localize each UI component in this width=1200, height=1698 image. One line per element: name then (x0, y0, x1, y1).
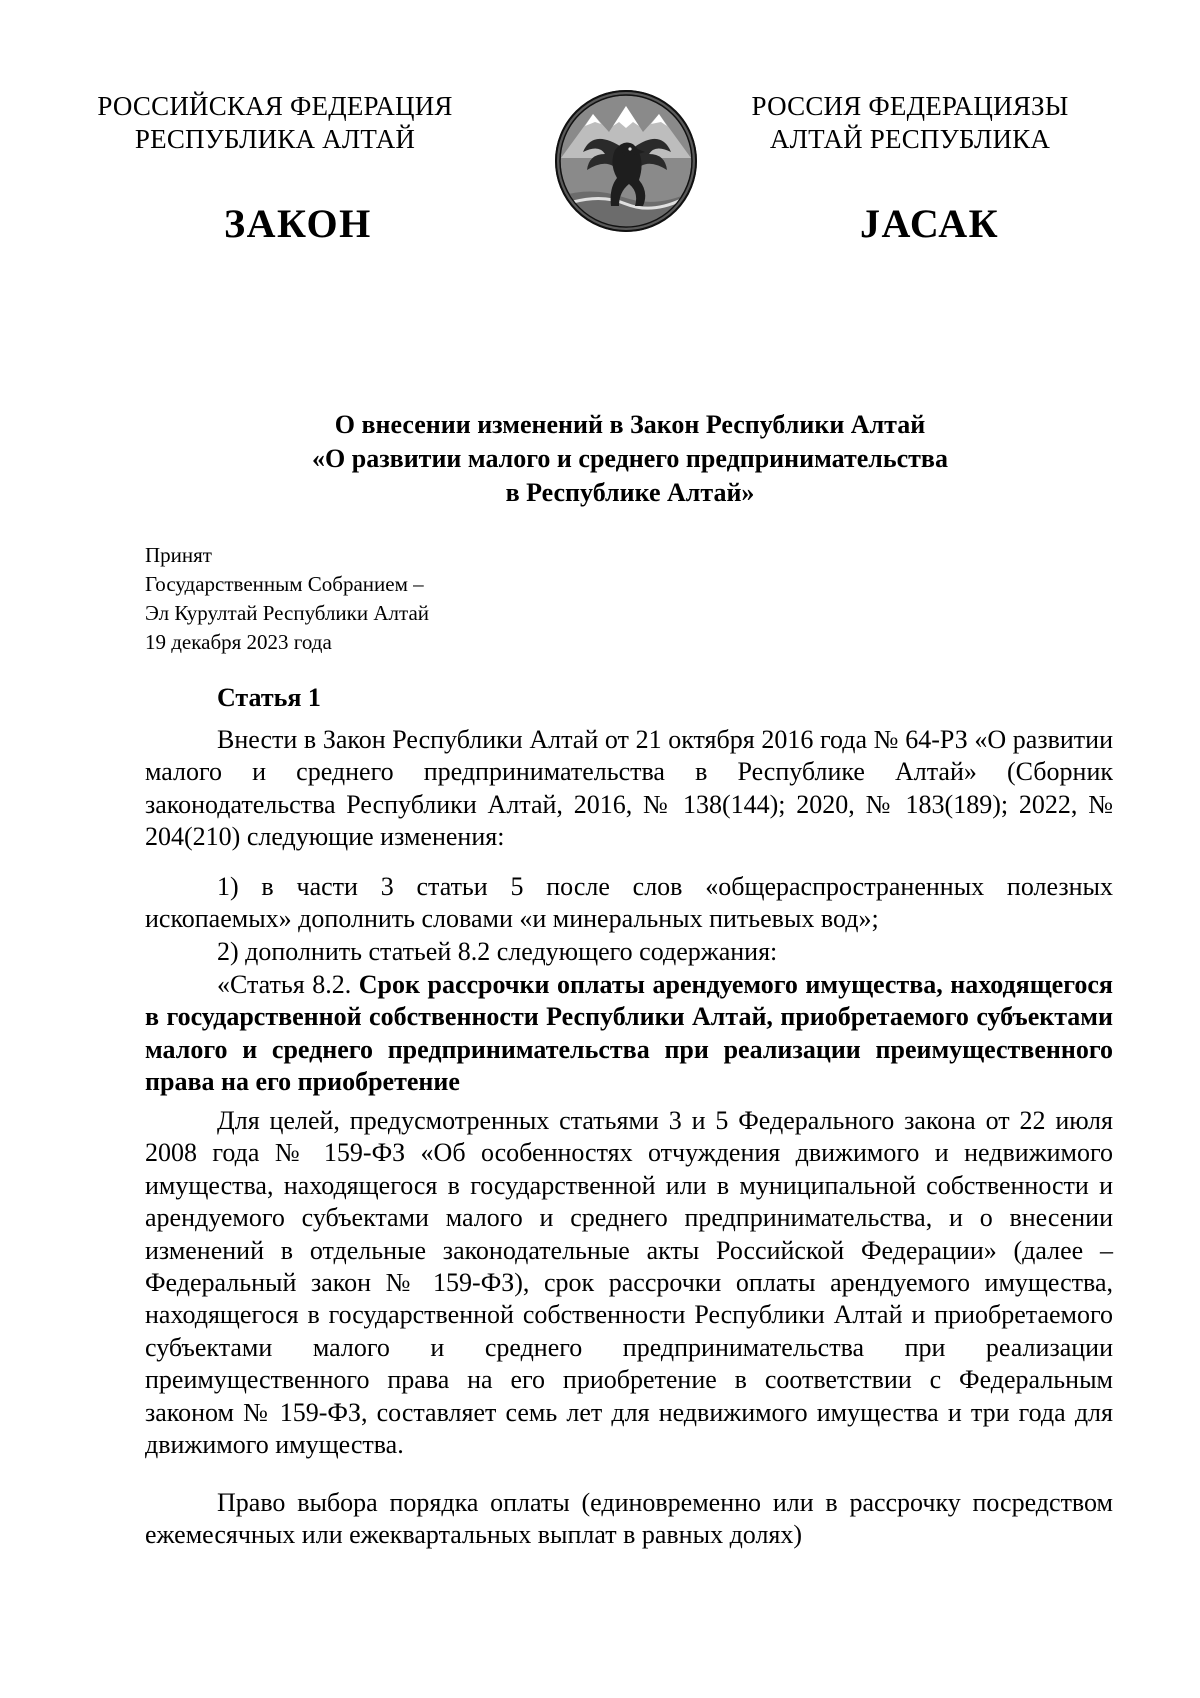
title-line-1: О внесении изменений в Закон Республики Алтай (334, 410, 926, 439)
amendment-item-2-text: 2) дополнить статьей 8.2 следующего содержания: (217, 937, 778, 966)
new-article-paragraph-2-text: Право выбора порядка оплаты (единовременно или в рассрочку посредством ежемесячных или ежеквартальных выплат в равных долях) (145, 1488, 1113, 1550)
header-right-line-2: АЛТАЙ РЕСПУБЛИКА (769, 124, 1051, 154)
coat-of-arms-icon (553, 88, 699, 234)
adopted-date: 19 декабря 2023 года (145, 630, 332, 654)
adopted-line-2: Государственным Собранием – (145, 572, 424, 596)
law-title-altai: JАСАК (860, 201, 1000, 246)
document-title (140, 408, 1120, 510)
header-right-altai (700, 90, 1120, 156)
header-left-russian (65, 90, 485, 156)
new-article-paragraph-1-text: Для целей, предусмотренных статьями 3 и 5 Федерального закона от 22 июля 2008 года № 159-ФЗ «Об особенностях отчуждения движимого и недвижимого имущества, находящегося в государственной или в муниципальной собственности и арендуемого субъектами малого и среднего предпринимательства, и о внесении изменений в отдельные законодательные акты Российской Федерации» (далее – Федеральный закон № 159-ФЗ), срок рассрочки оплаты арендуемого имущества, находящегося в государственной собственности Республики Алтай и приобретаемого субъектами малого и среднего предпринимательства при реализации преимущественного права на его приобретение в соответствии с Федеральным законом № 159-ФЗ, составляет семь лет для недвижимого имущества и три года для движимого имущества. (145, 1106, 1113, 1460)
law-title-russian: ЗАКОН (224, 201, 372, 246)
title-line-2: «О развитии малого и среднего предпринимательства (312, 444, 948, 473)
new-article-prefix: «Статья 8.2. (217, 970, 359, 999)
new-article-paragraph-1 (145, 1105, 1113, 1461)
new-article-title: Срок рассрочки оплаты арендуемого имущества, находящегося в государственной собственности Республики Алтай, приобретаемого субъектами малого и среднего предпринимательства при реализации преимущественного права на его приобретение (145, 970, 1113, 1097)
header-right-line-1: РОССИЯ ФЕДЕРАЦИЯЗЫ (751, 91, 1069, 121)
new-article-paragraph-2 (145, 1487, 1113, 1552)
adoption-block (145, 541, 429, 657)
amendment-item-2 (145, 936, 1113, 968)
adopted-line-3: Эл Курултай Республики Алтай (145, 601, 430, 625)
header-left-line-2: РЕСПУБЛИКА АЛТАЙ (134, 124, 416, 154)
article-heading: Статья 1 (217, 683, 321, 712)
article-intro-paragraph (145, 724, 1113, 854)
new-article-heading (145, 969, 1113, 1099)
amendment-item-1 (145, 871, 1113, 936)
article-intro-text: Внести в Закон Республики Алтай от 21 октября 2016 года № 64-РЗ «О развитии малого и среднего предпринимательства в Республике Алтай» (Сборник законодательства Республики Алтай, 2016, № 138(144); 2020, № 183(189); 2022, № 204(210) следующие изменения: (145, 725, 1113, 852)
amendment-item-1-text: 1) в части 3 статьи 5 после слов «общераспространенных полезных ископаемых» дополнить словами «и минеральных питьевых вод»; (145, 872, 1113, 934)
title-line-3: в Республике Алтай» (505, 478, 755, 507)
adopted-line-1: Принят (145, 543, 212, 567)
header-left-line-1: РОССИЙСКАЯ ФЕДЕРАЦИЯ (97, 91, 453, 121)
